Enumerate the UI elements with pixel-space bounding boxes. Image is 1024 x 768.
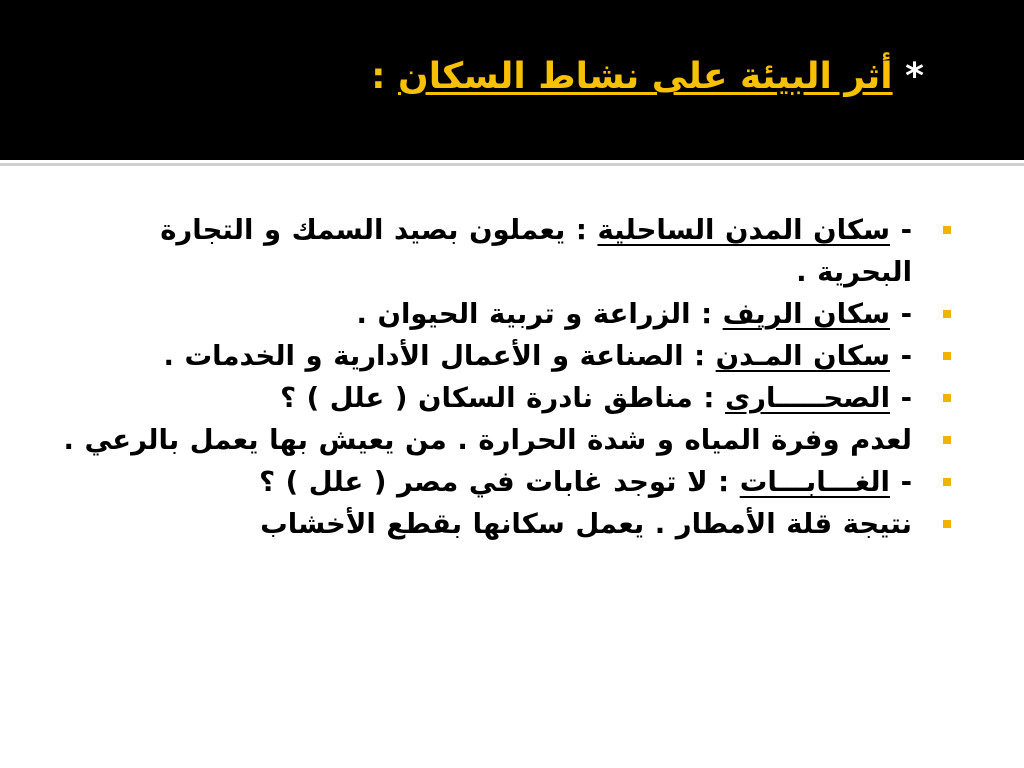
- item-text: : يعملون بصيد السمك و التجارة البحرية .: [160, 214, 912, 288]
- item-term: الغـــابـــات: [739, 466, 890, 498]
- item-text: : لا توجد غابات في مصر ( علل ) ؟: [259, 466, 730, 498]
- item-text: نتيجة قلة الأمطار . يعمل سكانها بقطع الأخشاب: [260, 508, 912, 540]
- title-star: *: [905, 56, 924, 97]
- title-divider: [0, 163, 1024, 166]
- list-item-cities: [62, 335, 924, 377]
- item-text: : الصناعة و الأعمال الأدارية و الخدمات .: [163, 340, 706, 372]
- list-item-deserts-reason: [62, 419, 924, 461]
- item-term: سكان المـدن: [715, 340, 890, 372]
- item-dash: -: [900, 298, 912, 330]
- item-dash: -: [900, 340, 912, 372]
- bullet-square-icon: [943, 394, 951, 402]
- bullet-list: [62, 209, 924, 545]
- item-dash: -: [900, 214, 912, 246]
- bullet-square-icon: [943, 436, 951, 444]
- bullet-square-icon: [943, 226, 951, 234]
- list-item-forests-reason: [62, 503, 924, 545]
- bullet-square-icon: [943, 352, 951, 360]
- item-text: : مناطق نادرة السكان ( علل ) ؟: [280, 382, 715, 414]
- item-term: سكان الريف: [722, 298, 890, 330]
- bullet-square-icon: [943, 520, 951, 528]
- list-item-coastal: [62, 209, 924, 293]
- title-text: أثر البيئة على نشاط السكان: [398, 56, 893, 97]
- item-text: : الزراعة و تربية الحيوان .: [356, 298, 713, 330]
- slide-title: [60, 54, 924, 99]
- title-colon: :: [371, 56, 386, 97]
- bullet-square-icon: [943, 478, 951, 486]
- bullet-square-icon: [943, 310, 951, 318]
- item-term: سكان المدن الساحلية: [597, 214, 890, 246]
- list-item-rural: [62, 293, 924, 335]
- item-dash: -: [900, 382, 912, 414]
- list-item-forests: [62, 461, 924, 503]
- item-text: لعدم وفرة المياه و شدة الحرارة . من يعيش بها يعمل بالرعي .: [63, 424, 912, 456]
- list-item-deserts: [62, 377, 924, 419]
- item-term: الصحـــــارى: [724, 382, 890, 414]
- item-dash: -: [900, 466, 912, 498]
